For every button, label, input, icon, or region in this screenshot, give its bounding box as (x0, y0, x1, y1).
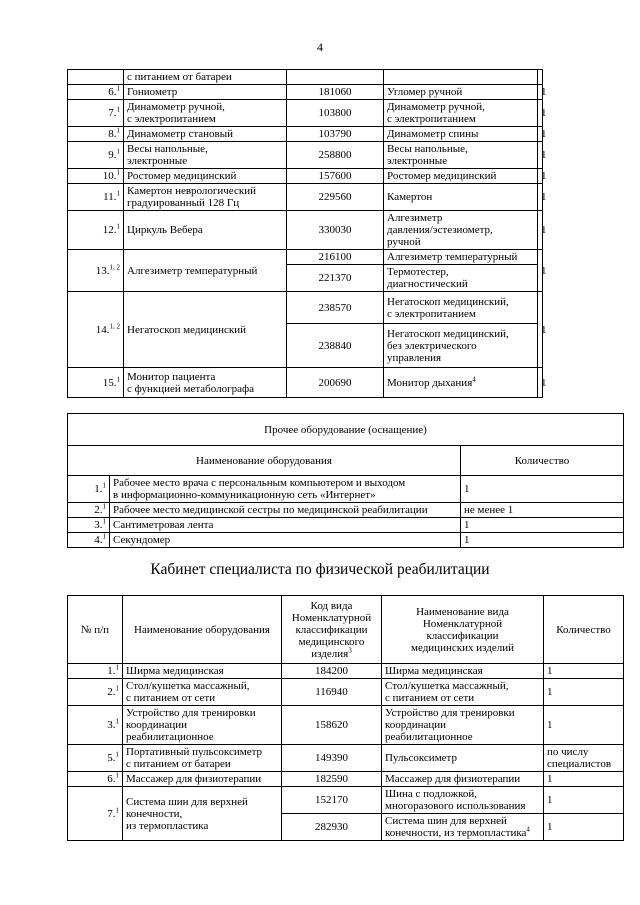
equipment-kind-text: Негатоскоп медицинский, с электропитанием (387, 295, 509, 320)
equipment-kind-text: Стол/кушетка массажный, с питанием от сети (385, 680, 509, 704)
equipment-kind (382, 814, 544, 841)
equipment-qty (538, 368, 547, 398)
row-number-text: 6. (107, 773, 116, 785)
col-quantity: Количество (461, 446, 624, 476)
equipment-name (124, 184, 287, 211)
equipment-name-text: Циркуль Вебера (127, 224, 203, 236)
row-number (68, 169, 124, 184)
table-row (68, 292, 543, 324)
equipment-code (287, 292, 384, 324)
row-number-text: 3. (107, 719, 116, 731)
row-number-text: 2. (107, 686, 116, 698)
table-row (68, 100, 543, 127)
equipment-qty-text: 1 (464, 519, 470, 531)
equipment-name (123, 772, 282, 787)
row-footnote: 1 (102, 502, 106, 511)
header-kind: Наименование вида Номенклатурной классификации медицинских изделий (382, 596, 544, 664)
equipment-name-text: Секундомер (113, 534, 171, 546)
equipment-code-text: 149390 (315, 752, 348, 764)
equipment-name (124, 169, 287, 184)
equipment-qty-text: по числу специалистов (547, 746, 612, 770)
equipment-kind-text: Шина с подложкой, многоразового использования (385, 788, 526, 812)
row-number (68, 745, 123, 772)
equipment-qty (544, 814, 624, 841)
equipment-kind-text: Алгезиметр давления/эстезиометр, ручной (387, 212, 493, 248)
section-title: Кабинет специалиста по физической реабилитации (150, 561, 490, 578)
equipment-code-text: 229560 (318, 191, 352, 203)
table-row (68, 368, 543, 398)
equipment-name (124, 70, 287, 85)
equipment-name-text: Монитор пациента с функцией метаболографа (127, 370, 255, 395)
equipment-kind (384, 100, 538, 127)
equipment-qty-text: 1 (547, 665, 553, 677)
equipment-code (282, 664, 382, 679)
equipment-name-text: Массажер для физиотерапии (126, 773, 262, 785)
kind-footnote: 4 (526, 825, 530, 834)
equipment-qty-text: 1 (464, 534, 470, 546)
equipment-code-text: 182590 (315, 773, 348, 785)
row-number (68, 664, 123, 679)
row-number (68, 85, 124, 100)
equipment-code-text: 152170 (315, 794, 348, 806)
equipment-qty-text: 1 (464, 483, 470, 495)
equipment-qty-text: 1 (547, 773, 553, 785)
equipment-code-text: 184200 (315, 665, 348, 677)
equipment-qty (538, 127, 547, 142)
equipment-name-text: Ширма медицинская (126, 665, 224, 677)
equipment-qty-text: 1 (541, 264, 547, 277)
equipment-qty (544, 772, 624, 787)
row-number-text: 13. (95, 264, 110, 277)
row-footnote: 1 (115, 717, 119, 726)
equipment-kind-text: Термотестер, диагностический (387, 266, 468, 290)
table-row (68, 706, 624, 745)
row-number-text: 6. (108, 86, 117, 98)
equipment-code-text: 103800 (318, 107, 352, 119)
equipment-name-text: Динамометр становый (127, 128, 234, 140)
equipment-name (110, 503, 461, 518)
equipment-code-text: 238570 (318, 301, 352, 314)
row-number (68, 679, 123, 706)
equipment-name (110, 533, 461, 548)
table-row (68, 169, 543, 184)
row-number (68, 250, 124, 292)
equipment-code (287, 100, 384, 127)
equipment-name-text: Негатоскоп медицинский (127, 323, 247, 336)
equipment-code (282, 706, 382, 745)
equipment-qty-text: 1 (541, 170, 547, 182)
equipment-kind-text: Ростомер медицинский (387, 170, 497, 182)
equipment-code (282, 772, 382, 787)
equipment-qty-text: 1 (541, 149, 547, 161)
equipment-name (123, 679, 282, 706)
row-number-text: 12. (102, 224, 117, 236)
row-number (68, 142, 124, 169)
row-number (68, 100, 124, 127)
equipment-qty (538, 292, 547, 368)
equipment-code-text: 282930 (315, 821, 348, 833)
equipment-name-text: Камертон неврологический градуированный 128 Гц (127, 185, 256, 209)
equipment-kind (384, 184, 538, 211)
row-footnote: 1 (116, 222, 120, 231)
equipment-name (124, 100, 287, 127)
table-row (68, 127, 543, 142)
equipment-qty (538, 184, 547, 211)
row-number-text: 14. (95, 323, 110, 336)
row-footnote: 1 (102, 517, 106, 526)
header-num: № п/п (68, 596, 123, 664)
equipment-name-text: Весы напольные, электронные (127, 143, 208, 167)
row-footnote: 1 (115, 805, 119, 814)
equipment-kind (384, 368, 538, 398)
equipment-qty (538, 250, 547, 292)
equipment-code (287, 169, 384, 184)
equipment-code-text: 103790 (318, 128, 352, 140)
equipment-kind (382, 679, 544, 706)
other-equipment-title: Прочее оборудование (оснащение) (68, 414, 624, 446)
equipment-qty-text: 1 (541, 107, 547, 119)
row-number-text: 3. (94, 519, 103, 531)
table-row (68, 476, 624, 503)
equipment-name-text: Динамометр ручной, с электропитанием (127, 101, 225, 125)
row-number (68, 476, 110, 503)
row-footnote: 1 (115, 771, 119, 780)
equipment-kind-text: Динамометр ручной, с электропитанием (387, 101, 485, 125)
physical-rehab-equipment-table (67, 595, 624, 841)
equipment-kind (382, 745, 544, 772)
header-quantity: Количество (544, 596, 624, 664)
equipment-qty-text: 1 (547, 794, 553, 806)
page-number: 4 (317, 40, 323, 54)
row-footnote: 1 (102, 532, 106, 541)
row-number (68, 127, 124, 142)
kind-footnote: 4 (472, 374, 476, 383)
equipment-code (287, 368, 384, 398)
table-row (68, 211, 543, 250)
equipment-code (287, 127, 384, 142)
equipment-kind-text: Негатоскоп медицинский, без электрического управления (387, 327, 509, 364)
equipment-qty (538, 211, 547, 250)
equipment-name (124, 292, 287, 368)
equipment-qty-text: 1 (541, 376, 547, 389)
row-number-text: 1. (94, 483, 103, 495)
row-number (68, 368, 124, 398)
equipment-qty (538, 70, 543, 85)
equipment-code (282, 745, 382, 772)
table-row (68, 787, 624, 814)
equipment-kind (384, 142, 538, 169)
table-row (68, 533, 624, 548)
row-footnote: 1 (115, 663, 119, 672)
equipment-name-text: с питанием от батареи (127, 71, 232, 83)
row-footnote: 1 (116, 126, 120, 135)
equipment-name (124, 250, 287, 292)
equipment-kind-text: Устройство для тренировки координации реабилитационное (385, 707, 515, 743)
row-number (68, 211, 124, 250)
equipment-kind (384, 265, 538, 292)
equipment-code-text: 221370 (318, 272, 352, 284)
equipment-qty-text: 1 (547, 686, 553, 698)
equipment-qty-text: 1 (541, 128, 547, 140)
equipment-qty-text: 1 (547, 719, 553, 731)
equipment-kind (382, 772, 544, 787)
row-number (68, 706, 123, 745)
equipment-kind-text: Динамометр спины (387, 128, 479, 140)
equipment-kind (384, 169, 538, 184)
col-equipment-name: Наименование оборудования (68, 446, 461, 476)
equipment-qty (544, 679, 624, 706)
row-footnote: 1 (115, 750, 119, 759)
equipment-name-text: Сантиметровая лента (113, 519, 214, 531)
equipment-name-text: Рабочее место врача с персональным компьютером и выходом в информационно-коммуникационную сеть «Интернет» (113, 477, 406, 501)
row-number-text: 8. (108, 128, 117, 140)
equipment-kind (384, 211, 538, 250)
equipment-name (110, 518, 461, 533)
equipment-kind (384, 292, 538, 324)
row-number-text: 10. (102, 170, 117, 182)
table-row (68, 745, 624, 772)
equipment-name (123, 745, 282, 772)
row-number-text: 2. (94, 504, 103, 516)
equipment-code-text: 258800 (318, 149, 352, 161)
equipment-kind-text: Угломер ручной (387, 86, 463, 98)
table-row (68, 70, 543, 85)
equipment-name (110, 476, 461, 503)
row-footnote: 1 (115, 684, 119, 693)
equipment-qty (538, 85, 547, 100)
equipment-kind-text: Весы напольные, электронные (387, 143, 468, 167)
equipment-name (123, 787, 282, 841)
row-footnote: 1 (116, 105, 120, 114)
equipment-qty (461, 518, 624, 533)
equipment-kind (382, 787, 544, 814)
equipment-name (123, 706, 282, 745)
row-number-text: 15. (102, 376, 117, 389)
row-footnote: 1, 2 (109, 321, 120, 330)
equipment-code (282, 787, 382, 814)
equipment-kind (384, 127, 538, 142)
row-number (68, 533, 110, 548)
equipment-code (287, 265, 384, 292)
other-equipment-table (67, 413, 624, 548)
header-code-footnote: 3 (348, 645, 352, 654)
table-row (68, 184, 543, 211)
row-footnote: 1 (116, 147, 120, 156)
equipment-code-text: 181060 (318, 86, 352, 98)
equipment-qty-text: 1 (541, 191, 547, 203)
table-row (68, 250, 543, 265)
equipment-table-continued (67, 69, 547, 398)
equipment-code (287, 211, 384, 250)
equipment-code (287, 85, 384, 100)
equipment-kind-text: Алгезиметр температурный (387, 251, 518, 263)
equipment-qty (461, 533, 624, 548)
table-row (68, 664, 624, 679)
equipment-code (287, 250, 384, 265)
row-footnote: 1 (116, 168, 120, 177)
equipment-code-text: 158620 (315, 719, 348, 731)
row-number (68, 292, 124, 368)
equipment-code (287, 142, 384, 169)
equipment-name (123, 664, 282, 679)
row-footnote: 1 (116, 189, 120, 198)
equipment-name-text: Стол/кушетка массажный, с питанием от сети (126, 680, 250, 704)
equipment-code (282, 679, 382, 706)
equipment-code (287, 70, 384, 85)
equipment-name (124, 368, 287, 398)
equipment-code (287, 324, 384, 368)
equipment-kind (384, 85, 538, 100)
row-footnote: 1 (102, 481, 106, 490)
row-number (68, 772, 123, 787)
equipment-qty-text: 1 (541, 224, 547, 236)
equipment-name-text: Портативный пульсоксиметр с питанием от батареи (126, 746, 263, 770)
row-number-text: 4. (94, 534, 103, 546)
equipment-qty-text: 1 (547, 821, 553, 833)
equipment-name (124, 142, 287, 169)
table-row (68, 85, 543, 100)
equipment-name (124, 85, 287, 100)
row-number-text: 7. (108, 107, 117, 119)
equipment-name-text: Система шин для верхней конечности, из термопластика (126, 795, 248, 832)
row-number-text: 5. (107, 752, 116, 764)
row-footnote: 1, 2 (109, 262, 120, 271)
equipment-kind (384, 70, 538, 85)
equipment-kind (382, 664, 544, 679)
equipment-qty (538, 142, 547, 169)
row-number (68, 518, 110, 533)
header-equipment-name: Наименование оборудования (123, 596, 282, 664)
row-footnote: 1 (116, 374, 120, 383)
equipment-kind-text: Массажер для физиотерапии (385, 773, 521, 785)
equipment-qty (461, 476, 624, 503)
equipment-kind-text: Пульсоксиметр (385, 752, 457, 764)
equipment-qty-text: не менее 1 (464, 504, 514, 516)
equipment-qty (544, 787, 624, 814)
equipment-code-text: 200690 (318, 376, 352, 389)
row-number-text: 11. (103, 191, 117, 203)
equipment-name (124, 127, 287, 142)
row-number (68, 70, 124, 85)
equipment-kind-text: Ширма медицинская (385, 665, 483, 677)
equipment-code (287, 184, 384, 211)
row-number-text: 9. (108, 149, 117, 161)
equipment-kind-text: Камертон (387, 191, 433, 203)
row-number (68, 184, 124, 211)
equipment-name-text: Алгезиметр температурный (127, 264, 258, 277)
equipment-code-text: 238840 (318, 339, 352, 352)
equipment-name-text: Устройство для тренировки координации реабилитационное (126, 707, 256, 743)
equipment-code-text: 116940 (315, 686, 348, 698)
equipment-kind-text: Система шин для верхней конечности, из термопластика (385, 815, 527, 839)
equipment-name-text: Ростомер медицинский (127, 170, 237, 182)
header-code-text: Код вида Номенклатурной классификации медицинского изделия (291, 599, 372, 660)
equipment-qty-text: 1 (541, 323, 547, 336)
equipment-qty (544, 706, 624, 745)
equipment-code-text: 216100 (318, 251, 352, 263)
row-number-text: 1. (107, 665, 116, 677)
equipment-qty (538, 100, 547, 127)
row-number (68, 503, 110, 518)
table-row (68, 518, 624, 533)
row-number (68, 787, 123, 841)
equipment-kind-text: Монитор дыхания (387, 376, 473, 389)
equipment-kind (382, 706, 544, 745)
equipment-qty (538, 169, 547, 184)
table-row (68, 679, 624, 706)
table-row (68, 142, 543, 169)
table-row (68, 503, 624, 518)
equipment-code-text: 330030 (318, 224, 352, 236)
table-row (68, 772, 624, 787)
row-number-text: 7. (107, 807, 116, 820)
equipment-qty (461, 503, 624, 518)
equipment-code-text: 157600 (318, 170, 352, 182)
equipment-kind (384, 250, 538, 265)
equipment-qty (544, 664, 624, 679)
header-code (282, 596, 382, 664)
equipment-code (282, 814, 382, 841)
equipment-name-text: Рабочее место медицинской сестры по медицинской реабилитации (113, 504, 428, 516)
equipment-name (124, 211, 287, 250)
equipment-kind (384, 324, 538, 368)
equipment-name-text: Гониометр (127, 86, 178, 98)
equipment-qty-text: 1 (541, 86, 547, 98)
equipment-qty (544, 745, 624, 772)
row-footnote: 1 (116, 84, 120, 93)
